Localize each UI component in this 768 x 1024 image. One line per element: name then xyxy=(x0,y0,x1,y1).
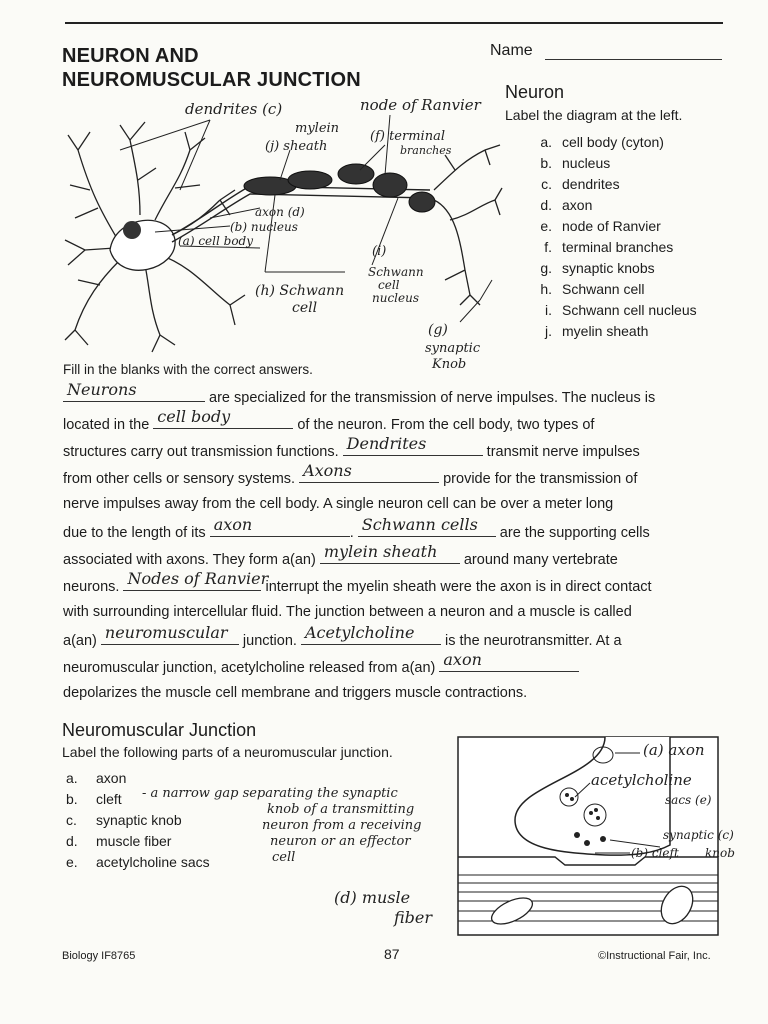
text-segment: located in the xyxy=(63,417,154,433)
nmj-heading: Neuromuscular Junction xyxy=(62,720,257,740)
item-letter: h. xyxy=(540,281,552,297)
label-schwann-nucleus-1: Schwann xyxy=(368,265,424,279)
label-myelin-1: mylein xyxy=(295,121,340,136)
blank-9[interactable] xyxy=(101,623,239,645)
label-cleft: (b) cleft xyxy=(631,846,679,860)
list-item xyxy=(534,216,697,237)
list-item xyxy=(534,195,697,216)
item-text: nucleus xyxy=(562,155,611,171)
label-terminal-1: (f) terminal xyxy=(370,129,445,144)
item-text: axon xyxy=(562,197,593,213)
neuron-diagram xyxy=(60,90,505,380)
item-letter: b. xyxy=(540,155,552,171)
label-schwann-nucleus-2: cell xyxy=(378,278,400,292)
item-text: myelin sheath xyxy=(562,323,649,339)
item-text: axon xyxy=(96,770,127,786)
cell-body-drawing xyxy=(110,220,175,270)
text-segment: nerve impulses away from the cell body. A single neuron cell can be over a meter long xyxy=(63,496,614,512)
answer-1: Neurons xyxy=(67,380,137,399)
item-text: Schwann cell xyxy=(562,281,645,297)
nucleus-drawing xyxy=(123,221,141,239)
label-synaptic-knob-1: synaptic xyxy=(425,341,481,356)
text-segment: due to the length of its xyxy=(63,525,210,541)
label-axon: (a) axon xyxy=(643,741,705,759)
neuron-instruction: Label the diagram at the left. xyxy=(505,107,683,123)
answer-10: Acetylcholine xyxy=(304,623,415,642)
muscle-fiber-note xyxy=(334,888,432,928)
list-item xyxy=(534,321,697,342)
item-letter: i. xyxy=(545,302,552,318)
blank-1[interactable] xyxy=(63,380,205,402)
item-letter: c. xyxy=(66,812,77,828)
text-segment: neuromuscular junction, acetylcholine released from a(an) xyxy=(63,660,440,676)
paragraph-line xyxy=(63,569,723,599)
item-text: synaptic knobs xyxy=(562,260,655,276)
label-terminal-2: branches xyxy=(400,144,452,157)
item-text: node of Ranvier xyxy=(562,218,661,234)
text-segment: transmit nerve impulses xyxy=(482,444,640,460)
text-segment: a(an) xyxy=(63,633,101,649)
text-segment: around many vertebrate xyxy=(459,552,618,568)
footer-course: Biology IF8765 xyxy=(62,950,136,962)
answer-7: mylein sheath xyxy=(323,542,438,561)
blank-3[interactable] xyxy=(343,434,483,456)
label-sacs: sacs (e) xyxy=(665,793,712,807)
blank-11[interactable] xyxy=(439,650,579,672)
blank-5[interactable] xyxy=(210,515,350,537)
item-letter: a. xyxy=(66,770,78,786)
answer-2: cell body xyxy=(157,407,231,426)
top-rule xyxy=(65,22,723,24)
text-segment: depolarizes the muscle cell membrane and triggers muscle contractions. xyxy=(63,685,528,701)
list-item xyxy=(534,258,697,279)
title-line-2: NEUROMUSCULAR JUNCTION xyxy=(62,69,361,91)
label-schwann-cell-1: (h) Schwann xyxy=(255,283,345,299)
footer-copyright: ©Instructional Fair, Inc. xyxy=(598,950,711,962)
paragraph-line xyxy=(63,680,723,707)
text-segment: interrupt the myelin sheath were the axon is in direct contact xyxy=(261,579,652,595)
list-item xyxy=(534,237,697,258)
label-g: (g) xyxy=(428,322,448,338)
text-segment: are specialized for the transmission of nerve impulses. The nucleus is xyxy=(205,390,656,406)
label-myelin-2: (j) sheath xyxy=(265,139,328,154)
list-item xyxy=(534,279,697,300)
label-axon: axon (d) xyxy=(255,205,305,219)
text-segment: from other cells or sensory systems. xyxy=(63,471,300,487)
list-item xyxy=(534,132,697,153)
neuron-diagram-labels xyxy=(178,96,482,372)
text-segment: of the neuron. From the cell body, two types of xyxy=(293,417,595,433)
answer-5: axon xyxy=(213,515,253,534)
item-text: cleft xyxy=(96,791,122,807)
text-segment: are the supporting cells xyxy=(495,525,650,541)
page-number: 87 xyxy=(384,946,400,962)
answer-3: Dendrites xyxy=(346,434,427,453)
note-line: neuron or an effector xyxy=(270,834,411,849)
text-segment: provide for the transmission of xyxy=(439,471,638,487)
paragraph-line xyxy=(63,434,723,464)
note-line: fiber xyxy=(394,908,433,927)
item-text: synaptic knob xyxy=(96,812,182,828)
label-cell-body: (a) cell body xyxy=(178,234,254,248)
item-letter: j. xyxy=(545,323,552,339)
answer-6: Schwann cells xyxy=(361,515,478,534)
item-text: dendrites xyxy=(562,176,620,192)
label-synaptic: synaptic (c) xyxy=(663,828,734,842)
nmj-diagram xyxy=(455,735,735,940)
label-dendrites: dendrites (c) xyxy=(185,100,283,118)
item-text: cell body (cyton) xyxy=(562,134,664,150)
name-label: Name xyxy=(490,42,533,59)
text-segment: . xyxy=(349,525,358,541)
label-schwann-nucleus-3: nucleus xyxy=(372,291,420,305)
label-acetylcholine: acetylcholine xyxy=(591,771,692,789)
item-letter: f. xyxy=(544,239,552,255)
label-knob: knob xyxy=(705,846,735,860)
worksheet-title xyxy=(62,44,361,92)
blank-6[interactable] xyxy=(358,515,496,537)
note-line: knob of a transmitting xyxy=(267,802,415,817)
blank-8[interactable] xyxy=(123,569,269,591)
item-text: muscle fiber xyxy=(96,833,172,849)
list-item xyxy=(534,300,697,321)
list-item xyxy=(534,174,697,195)
item-letter: e. xyxy=(540,218,552,234)
label-node-of-ranvier: node of Ranvier xyxy=(360,96,481,114)
cleft-handwritten-note xyxy=(142,786,421,866)
label-synaptic-knob-2: Knob xyxy=(432,357,467,372)
text-segment: structures carry out transmission functions. xyxy=(63,444,343,460)
blank-7[interactable] xyxy=(320,542,460,564)
paragraph-line xyxy=(63,650,723,680)
nmj-instruction: Label the following parts of a neuromuscular junction. xyxy=(62,744,393,760)
label-i: (i) xyxy=(372,244,387,259)
item-letter: b. xyxy=(66,791,78,807)
note-line: - a narrow gap separating the synaptic xyxy=(142,786,398,801)
note-line: neuron from a receiving xyxy=(262,818,422,833)
blank-10[interactable] xyxy=(301,623,441,645)
answer-4: Axons xyxy=(303,461,352,480)
item-letter: g. xyxy=(540,260,552,276)
name-field[interactable] xyxy=(545,58,722,60)
text-segment: with surrounding intercellular fluid. The junction between a neuron and a muscle is called xyxy=(63,604,632,620)
answer-11: axon xyxy=(443,650,482,669)
item-text: acetylcholine sacs xyxy=(96,854,210,870)
title-line-1: NEURON AND xyxy=(62,45,199,67)
note-line: cell xyxy=(272,850,296,865)
fill-in-paragraph xyxy=(63,380,723,707)
neuron-label-list xyxy=(534,132,697,342)
item-text: Schwann cell nucleus xyxy=(562,302,697,318)
label-schwann-cell-2: cell xyxy=(292,300,318,316)
item-letter: d. xyxy=(66,833,78,849)
answer-8: Nodes of Ranvier xyxy=(127,569,269,588)
paragraph-line xyxy=(63,623,723,653)
item-text: terminal branches xyxy=(562,239,674,255)
answer-9: neuromuscular xyxy=(104,623,228,642)
blank-2[interactable] xyxy=(153,407,293,429)
text-segment: junction. xyxy=(238,633,301,649)
item-letter: c. xyxy=(541,176,552,192)
note-line: (d) musle xyxy=(334,888,411,907)
text-segment: neurons. xyxy=(63,579,124,595)
item-letter: e. xyxy=(66,854,78,870)
blank-4[interactable] xyxy=(299,461,439,483)
fill-instruction: Fill in the blanks with the correct answers. xyxy=(63,362,313,377)
paragraph-line xyxy=(63,461,723,491)
list-item xyxy=(534,153,697,174)
item-letter: d. xyxy=(540,197,552,213)
text-segment: is the neurotransmitter. At a xyxy=(440,633,622,649)
item-letter: a. xyxy=(540,134,552,150)
neuron-heading: Neuron xyxy=(505,82,565,102)
label-nucleus: (b) nucleus xyxy=(230,220,298,234)
text-segment: associated with axons. They form a(an) xyxy=(63,552,320,568)
